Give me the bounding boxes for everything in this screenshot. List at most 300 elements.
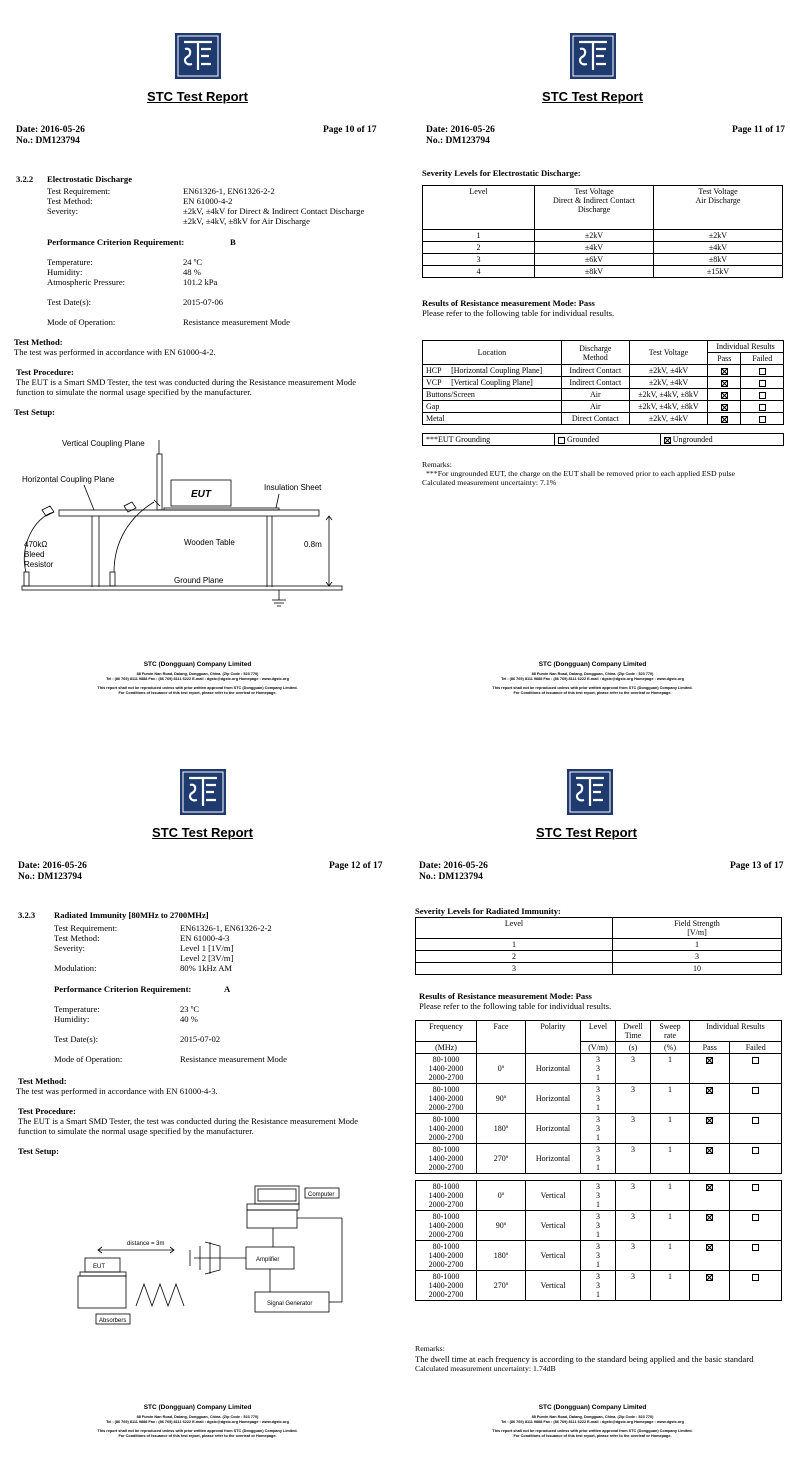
freq-cell: [416, 1114, 477, 1144]
level-value: 3: [596, 1115, 600, 1124]
footer-contact: Tel : (86 769) 8111 9888 Fax : (86 769) 8111 6222 E-mail : dgstc@dgstc.org Homepage : www.dgstc.org: [501, 677, 684, 681]
ri-setup-diagram: [70, 1182, 350, 1332]
failed-cell: [730, 1181, 782, 1211]
freq-value: 80-1000: [432, 1055, 460, 1064]
cell: 4: [423, 266, 535, 278]
failed-checkbox: [759, 380, 766, 387]
table-row: [416, 1114, 782, 1144]
col-individual: Individual Results: [690, 1021, 782, 1042]
footer-contact: Tel : (86 769) 8111 9888 Fax : (86 769) 8111 6222 E-mail : dgstc@dgstc.org Homepage : www.dgstc.org: [106, 1420, 289, 1424]
section-number: 3.2.2: [16, 174, 34, 184]
test-method-text: The test was performed in accordance with EN 61000-4-2.: [14, 347, 216, 357]
cell: Buttons/Screen: [423, 389, 562, 401]
grounding-table: [422, 433, 784, 446]
footer-notice-2: For Conditions of Issuance of this test report, please refer to the overleaf or Homepage.: [513, 1434, 672, 1438]
humidity-value: 48 %: [183, 267, 201, 277]
freq-value: 2000-2700: [428, 1133, 464, 1142]
col-contact-1: Test Voltage: [574, 187, 614, 196]
col-field-strength-1: Field Strength: [674, 919, 720, 928]
level-value: 3: [596, 1154, 600, 1163]
col-failed: Failed: [730, 1042, 782, 1054]
mode-value: Resistance measurement Mode: [183, 317, 290, 327]
cell: 1: [416, 939, 613, 951]
failed-checkbox: [759, 404, 766, 411]
failed-cell: [730, 1211, 782, 1241]
cell: 2: [416, 951, 613, 963]
stc-logo-icon: [180, 769, 226, 815]
level-cell: [581, 1054, 616, 1084]
remark-2: Calculated measurement uncertainty: 7.1%: [422, 478, 557, 487]
pass-checkbox-checked: [706, 1117, 713, 1124]
cell: ±2kV, ±4kV: [629, 365, 707, 377]
stc-logo-icon: [567, 769, 613, 815]
level-value: 1: [596, 1290, 600, 1299]
sweep-value: 1: [668, 1085, 672, 1094]
cell: 10: [613, 963, 782, 975]
pass-checkbox-checked: [721, 392, 728, 399]
mode-label: Mode of Operation:: [54, 1054, 123, 1064]
col-air-2: Air Discharge: [695, 196, 741, 205]
table-row: [423, 377, 784, 389]
table-row: [416, 1084, 782, 1114]
dwell-value: 3: [631, 1145, 635, 1154]
face-cell: [477, 1084, 526, 1114]
mode-label: Mode of Operation:: [47, 317, 116, 327]
dwell-cell: [616, 1114, 651, 1144]
report-title: STC Test Report: [147, 89, 248, 104]
face-cell: [477, 1114, 526, 1144]
col-air-1: Test Voltage: [698, 187, 738, 196]
pass-cell: [690, 1054, 730, 1084]
failed-cell: [730, 1241, 782, 1271]
test-method-heading: Test Method:: [14, 337, 63, 347]
results-subheading: Please refer to the following table for individual results.: [422, 308, 615, 318]
page-number: Page 12 of 17: [329, 861, 383, 871]
dwell-value: 3: [631, 1055, 635, 1064]
col-contact-2: Direct & Indirect Contact: [553, 196, 635, 205]
failed-cell: [730, 1114, 782, 1144]
dwell-cell: [616, 1181, 651, 1211]
freq-cell: [416, 1271, 477, 1301]
polarity-value: Vertical: [540, 1191, 566, 1200]
stc-logo-icon: [175, 33, 221, 79]
sweep-value: 1: [668, 1055, 672, 1064]
dwell-cell: [616, 1271, 651, 1301]
sweep-cell: [651, 1271, 690, 1301]
cell: ±2kV, ±4kV, ±8kV: [629, 389, 707, 401]
eut-label: EUT: [191, 489, 211, 500]
humidity-label: Humidity:: [47, 267, 83, 277]
col-air: [654, 186, 783, 230]
col-discharge-1: Discharge: [579, 343, 612, 353]
test-setup-heading: Test Setup:: [18, 1146, 59, 1156]
polarity-value: Vertical: [540, 1281, 566, 1290]
severity-value-2: Level 2 [3V/m]: [180, 953, 234, 963]
esd-setup-diagram: [14, 432, 354, 608]
test-date-label: Test Date(s):: [47, 297, 92, 307]
pass-cell: [690, 1084, 730, 1114]
col-polarity: Polarity: [526, 1021, 581, 1054]
freq-value: 80-1000: [432, 1272, 460, 1281]
test-procedure-heading: Test Procedure:: [18, 1106, 76, 1116]
method-value: EN 61000-4-2: [183, 196, 233, 206]
ungrounded-checkbox-checked: [664, 437, 671, 444]
results-heading: Results of Resistance measurement Mode: Pass: [419, 991, 592, 1001]
col-individual: Individual Results: [708, 341, 784, 353]
page-11: [395, 0, 790, 734]
stc-logo-icon: [570, 33, 616, 79]
col-level: Level: [416, 918, 613, 939]
page-number: Page 11 of 17: [732, 125, 786, 135]
cell: Direct Contact: [561, 413, 629, 425]
page-10: [0, 0, 395, 734]
cell: ±8kV: [654, 254, 783, 266]
performance-value: A: [224, 984, 231, 994]
humidity-value: 40 %: [180, 1014, 198, 1024]
freq-value: 2000-2700: [428, 1260, 464, 1269]
pass-checkbox-checked: [721, 368, 728, 375]
severity-label: Severity:: [54, 943, 86, 953]
footer-address: 88 Fumin Nan Road, Dalang, Dongguan, China. (Zip Code : 523 770): [136, 1415, 259, 1419]
dwell-cell: [616, 1144, 651, 1174]
col-face: Face: [477, 1021, 526, 1054]
sweep-value: 1: [668, 1145, 672, 1154]
cell: ±6kV: [535, 254, 654, 266]
level-cell: [581, 1084, 616, 1114]
failed-checkbox: [752, 1184, 759, 1191]
dwell-value: 3: [631, 1085, 635, 1094]
remark-2: Calculated measurement uncertainty: 1.74dB: [415, 1364, 556, 1373]
table-row: [423, 401, 784, 413]
pass-checkbox-checked: [721, 380, 728, 387]
face-cell: [477, 1211, 526, 1241]
face-value: 90º: [495, 1094, 507, 1103]
polarity-value: Vertical: [540, 1251, 566, 1260]
table-row: [416, 1241, 782, 1271]
report-date: Date: 2016-05-26: [16, 125, 85, 135]
esd-severity-table: [422, 185, 783, 278]
freq-value: 1400-2000: [428, 1221, 464, 1230]
test-date-value: 2015-07-06: [183, 297, 224, 307]
failed-checkbox: [759, 368, 766, 375]
report-title: STC Test Report: [542, 89, 643, 104]
signal-generator-label: Signal Generator: [267, 1301, 313, 1307]
vcp-label: Vertical Coupling Plane: [62, 439, 145, 448]
sweep-cell: [651, 1144, 690, 1174]
pass-checkbox-checked: [706, 1244, 713, 1251]
table-row: [423, 242, 783, 254]
freq-value: 1400-2000: [428, 1251, 464, 1260]
polarity-cell: [526, 1211, 581, 1241]
page-13: [395, 735, 790, 1469]
freq-value: 2000-2700: [428, 1230, 464, 1239]
col-contact: [535, 186, 654, 230]
temperature-label: Temperature:: [54, 1004, 100, 1014]
level-cell: [581, 1144, 616, 1174]
face-cell: [477, 1144, 526, 1174]
cell: ±15kV: [654, 266, 783, 278]
test-procedure-heading: Test Procedure:: [16, 367, 74, 377]
test-date-label: Test Date(s):: [54, 1034, 99, 1044]
footer: [0, 661, 395, 696]
dwell-cell: [616, 1211, 651, 1241]
level-cell: [581, 1181, 616, 1211]
table-row: [416, 1181, 782, 1211]
footer-notice-1: This report shall not be reproduced unless with prior written approval from STC (Dongguan) Company Limited.: [97, 686, 298, 690]
report-title: STC Test Report: [152, 825, 253, 840]
polarity-cell: [526, 1114, 581, 1144]
table-label: Wooden Table: [184, 538, 235, 547]
requirement-label: Test Requirement:: [54, 923, 118, 933]
remark-1: The dwell time at each frequency is according to the standard being applied and the basic standard: [415, 1354, 754, 1364]
cell: 2: [423, 242, 535, 254]
cell: ±8kV: [535, 266, 654, 278]
col-dwell-1: Dwell: [623, 1022, 643, 1031]
footer-contact: Tel : (86 769) 8111 9888 Fax : (86 769) 8111 6222 E-mail : dgstc@dgstc.org Homepage : www.dgstc.org: [501, 1420, 684, 1424]
method-value: EN 61000-4-3: [180, 933, 230, 943]
face-value: 0º: [497, 1191, 505, 1200]
results-subheading: Please refer to the following table for individual results.: [419, 1001, 612, 1011]
level-value: 1: [596, 1133, 600, 1142]
requirement-value: EN61326-1, EN61326-2-2: [180, 923, 272, 933]
pass-checkbox-checked: [706, 1057, 713, 1064]
level-value: 1: [596, 1073, 600, 1082]
cell: 3: [416, 963, 613, 975]
cell: VCP: [423, 377, 449, 389]
polarity-cell: [526, 1241, 581, 1271]
footer-company: STC (Dongguan) Company Limited: [143, 661, 252, 668]
failed-checkbox: [759, 416, 766, 423]
grounding-label: ***EUT Grounding: [423, 434, 555, 446]
level-value: 1: [596, 1200, 600, 1209]
failed-checkbox: [752, 1274, 759, 1281]
level-cell: [581, 1241, 616, 1271]
pass-cell: [690, 1211, 730, 1241]
performance-value: B: [230, 237, 236, 247]
freq-value: 2000-2700: [428, 1290, 464, 1299]
requirement-label: Test Requirement:: [47, 186, 111, 196]
cell: ±2kV, ±4kV: [629, 413, 707, 425]
freq-value: 80-1000: [432, 1085, 460, 1094]
level-value: 3: [596, 1281, 600, 1290]
table-row: [416, 1054, 782, 1084]
table-row: [423, 230, 783, 242]
face-value: 0º: [497, 1064, 505, 1073]
level-cell: [581, 1211, 616, 1241]
footer-company: STC (Dongguan) Company Limited: [538, 1404, 647, 1411]
sweep-cell: [651, 1241, 690, 1271]
level-value: 3: [596, 1085, 600, 1094]
requirement-value: EN61326-1, EN61326-2-2: [183, 186, 275, 196]
dwell-value: 3: [631, 1182, 635, 1191]
sweep-value: 1: [668, 1242, 672, 1251]
report-no: No.: DM123794: [18, 872, 82, 882]
col-level: Level: [581, 1021, 616, 1042]
remarks-heading: Remarks:: [422, 460, 452, 469]
footer-notice-2: For Conditions of Issuance of this test report, please refer to the overleaf or Homepage.: [513, 691, 672, 695]
footer-notice-1: This report shall not be reproduced unless with prior written approval from STC (Dongguan) Company Limited.: [492, 1429, 693, 1433]
mode-value: Resistance measurement Mode: [180, 1054, 287, 1064]
pass-cell: [690, 1181, 730, 1211]
resistor-label-3: Resistor: [24, 560, 54, 569]
test-procedure-text-2: function to simulate the normal usage specified by the manufacturer.: [18, 1126, 254, 1136]
pass-cell: [690, 1144, 730, 1174]
level-value: 3: [596, 1055, 600, 1064]
level-value: 3: [596, 1242, 600, 1251]
level-value: 1: [596, 1260, 600, 1269]
col-frequency: Frequency: [416, 1021, 477, 1042]
temperature-value: 24 ºC: [183, 257, 203, 267]
ground-plane-label: Ground Plane: [174, 576, 224, 585]
dwell-value: 3: [631, 1272, 635, 1281]
temperature-label: Temperature:: [47, 257, 93, 267]
severity-heading: Severity Levels for Electrostatic Discharge:: [422, 168, 581, 178]
dwell-value: 3: [631, 1212, 635, 1221]
table-row: [423, 389, 784, 401]
footer-company: STC (Dongguan) Company Limited: [538, 661, 647, 668]
failed-checkbox: [752, 1087, 759, 1094]
col-dwell-2: Time: [624, 1031, 642, 1040]
level-value: 3: [596, 1251, 600, 1260]
footer-contact: Tel : (86 769) 8111 9888 Fax : (86 769) 8111 6222 E-mail : dgstc@dgstc.org Homepage : www.dgstc.org: [106, 677, 289, 681]
level-value: 1: [596, 1103, 600, 1112]
footer-notice-1: This report shall not be reproduced unless with prior written approval from STC (Dongguan) Company Limited.: [492, 686, 693, 690]
failed-checkbox: [752, 1117, 759, 1124]
report-date: Date: 2016-05-26: [419, 861, 488, 871]
severity-heading: Severity Levels for Radiated Immunity:: [415, 906, 561, 916]
freq-cell: [416, 1144, 477, 1174]
level-value: 3: [596, 1221, 600, 1230]
freq-value: 1400-2000: [428, 1154, 464, 1163]
col-s: (s): [616, 1042, 651, 1054]
level-value: 3: [596, 1191, 600, 1200]
pass-checkbox-checked: [706, 1184, 713, 1191]
col-discharge-2: Method: [582, 352, 608, 362]
sweep-cell: [651, 1114, 690, 1144]
severity-value-2: ±2kV, ±4kV, ±8kV for Air Discharge: [183, 216, 310, 226]
footer: [0, 1404, 395, 1439]
section-title: Electrostatic Discharge: [47, 174, 133, 184]
dwell-cell: [616, 1084, 651, 1114]
pass-cell: [690, 1241, 730, 1271]
freq-cell: [416, 1084, 477, 1114]
cell: 1: [423, 230, 535, 242]
test-procedure-text-1: The EUT is a Smart SMD Tester, the test was conducted during the Resistance measurement Mode: [18, 1116, 359, 1126]
table-row: [423, 266, 783, 278]
level-value: 3: [596, 1145, 600, 1154]
results-heading: Results of Resistance measurement Mode: Pass: [422, 298, 595, 308]
level-value: 3: [596, 1094, 600, 1103]
col-dwell: [616, 1021, 651, 1042]
cell: 3: [423, 254, 535, 266]
failed-checkbox: [752, 1214, 759, 1221]
test-date-value: 2015-07-02: [180, 1034, 221, 1044]
test-procedure-text-2: function to simulate the normal usage specified by the manufacturer.: [16, 387, 252, 397]
failed-cell: [730, 1144, 782, 1174]
footer: [395, 1404, 790, 1439]
dwell-cell: [616, 1054, 651, 1084]
report-no: No.: DM123794: [16, 136, 80, 146]
cell: Gap: [423, 401, 562, 413]
test-procedure-text-1: The EUT is a Smart SMD Tester, the test was conducted during the Resistance measurement Mode: [16, 377, 357, 387]
failed-checkbox: [759, 392, 766, 399]
col-sweep-2: rate: [664, 1031, 676, 1040]
col-mhz: (MHz): [416, 1042, 477, 1054]
hcp-label: Horizontal Coupling Plane: [22, 475, 115, 484]
col-pass: Pass: [690, 1042, 730, 1054]
sweep-value: 1: [668, 1272, 672, 1281]
polarity-value: Vertical: [540, 1221, 566, 1230]
header-meta: [426, 125, 495, 147]
face-value: 90º: [495, 1221, 507, 1230]
esd-results-table: [422, 340, 784, 425]
sweep-cell: [651, 1054, 690, 1084]
cell: [Horizontal Coupling Plane]: [448, 365, 561, 377]
level-value: 1: [596, 1230, 600, 1239]
table-row: [416, 939, 782, 951]
freq-value: 2000-2700: [428, 1103, 464, 1112]
sweep-cell: [651, 1181, 690, 1211]
severity-label: Severity:: [47, 206, 79, 216]
cell: ±4kV: [535, 242, 654, 254]
polarity-cell: [526, 1271, 581, 1301]
footer: [395, 661, 790, 696]
col-location: Location: [423, 341, 562, 365]
cell: 1: [613, 939, 782, 951]
face-value: 180º: [493, 1251, 509, 1260]
level-value: 3: [596, 1182, 600, 1191]
face-cell: [477, 1241, 526, 1271]
pass-checkbox-checked: [706, 1087, 713, 1094]
ungrounded-label: Ungrounded: [672, 435, 713, 444]
page-number: Page 13 of 17: [730, 861, 784, 871]
computer-label: Computer: [308, 1192, 335, 1198]
polarity-cell: [526, 1181, 581, 1211]
table-row: [416, 1271, 782, 1301]
col-vm: (V/m): [581, 1042, 616, 1054]
failed-checkbox: [752, 1147, 759, 1154]
col-failed: Failed: [741, 353, 784, 365]
footer-company: STC (Dongguan) Company Limited: [143, 1404, 252, 1411]
level-value: 3: [596, 1064, 600, 1073]
ri-severity-table: [415, 917, 782, 975]
failed-cell: [730, 1054, 782, 1084]
polarity-cell: [526, 1144, 581, 1174]
failed-cell: [730, 1084, 782, 1114]
test-setup-heading: Test Setup:: [14, 407, 55, 417]
col-sweep: [651, 1021, 690, 1042]
humidity-label: Humidity:: [54, 1014, 90, 1024]
freq-value: 1400-2000: [428, 1094, 464, 1103]
pass-cell: [690, 1114, 730, 1144]
amplifier-label: Amplifier: [256, 1257, 280, 1263]
face-value: 270º: [493, 1154, 509, 1163]
report-no: No.: DM123794: [419, 872, 483, 882]
face-value: 180º: [493, 1124, 509, 1133]
freq-value: 80-1000: [432, 1242, 460, 1251]
report-date: Date: 2016-05-26: [18, 861, 87, 871]
page-number: Page 10 of 17: [323, 125, 377, 135]
level-value: 1: [596, 1163, 600, 1172]
freq-value: 1400-2000: [428, 1191, 464, 1200]
sweep-value: 1: [668, 1182, 672, 1191]
freq-cell: [416, 1211, 477, 1241]
freq-value: 1400-2000: [428, 1281, 464, 1290]
remark-1: ***For ungrounded EUT, the charge on the EUT shall be removed prior to each applied ESD pulse: [426, 469, 735, 478]
col-sweep-1: Sweep: [659, 1022, 681, 1031]
col-discharge: [561, 341, 629, 365]
cell: ±2kV: [535, 230, 654, 242]
